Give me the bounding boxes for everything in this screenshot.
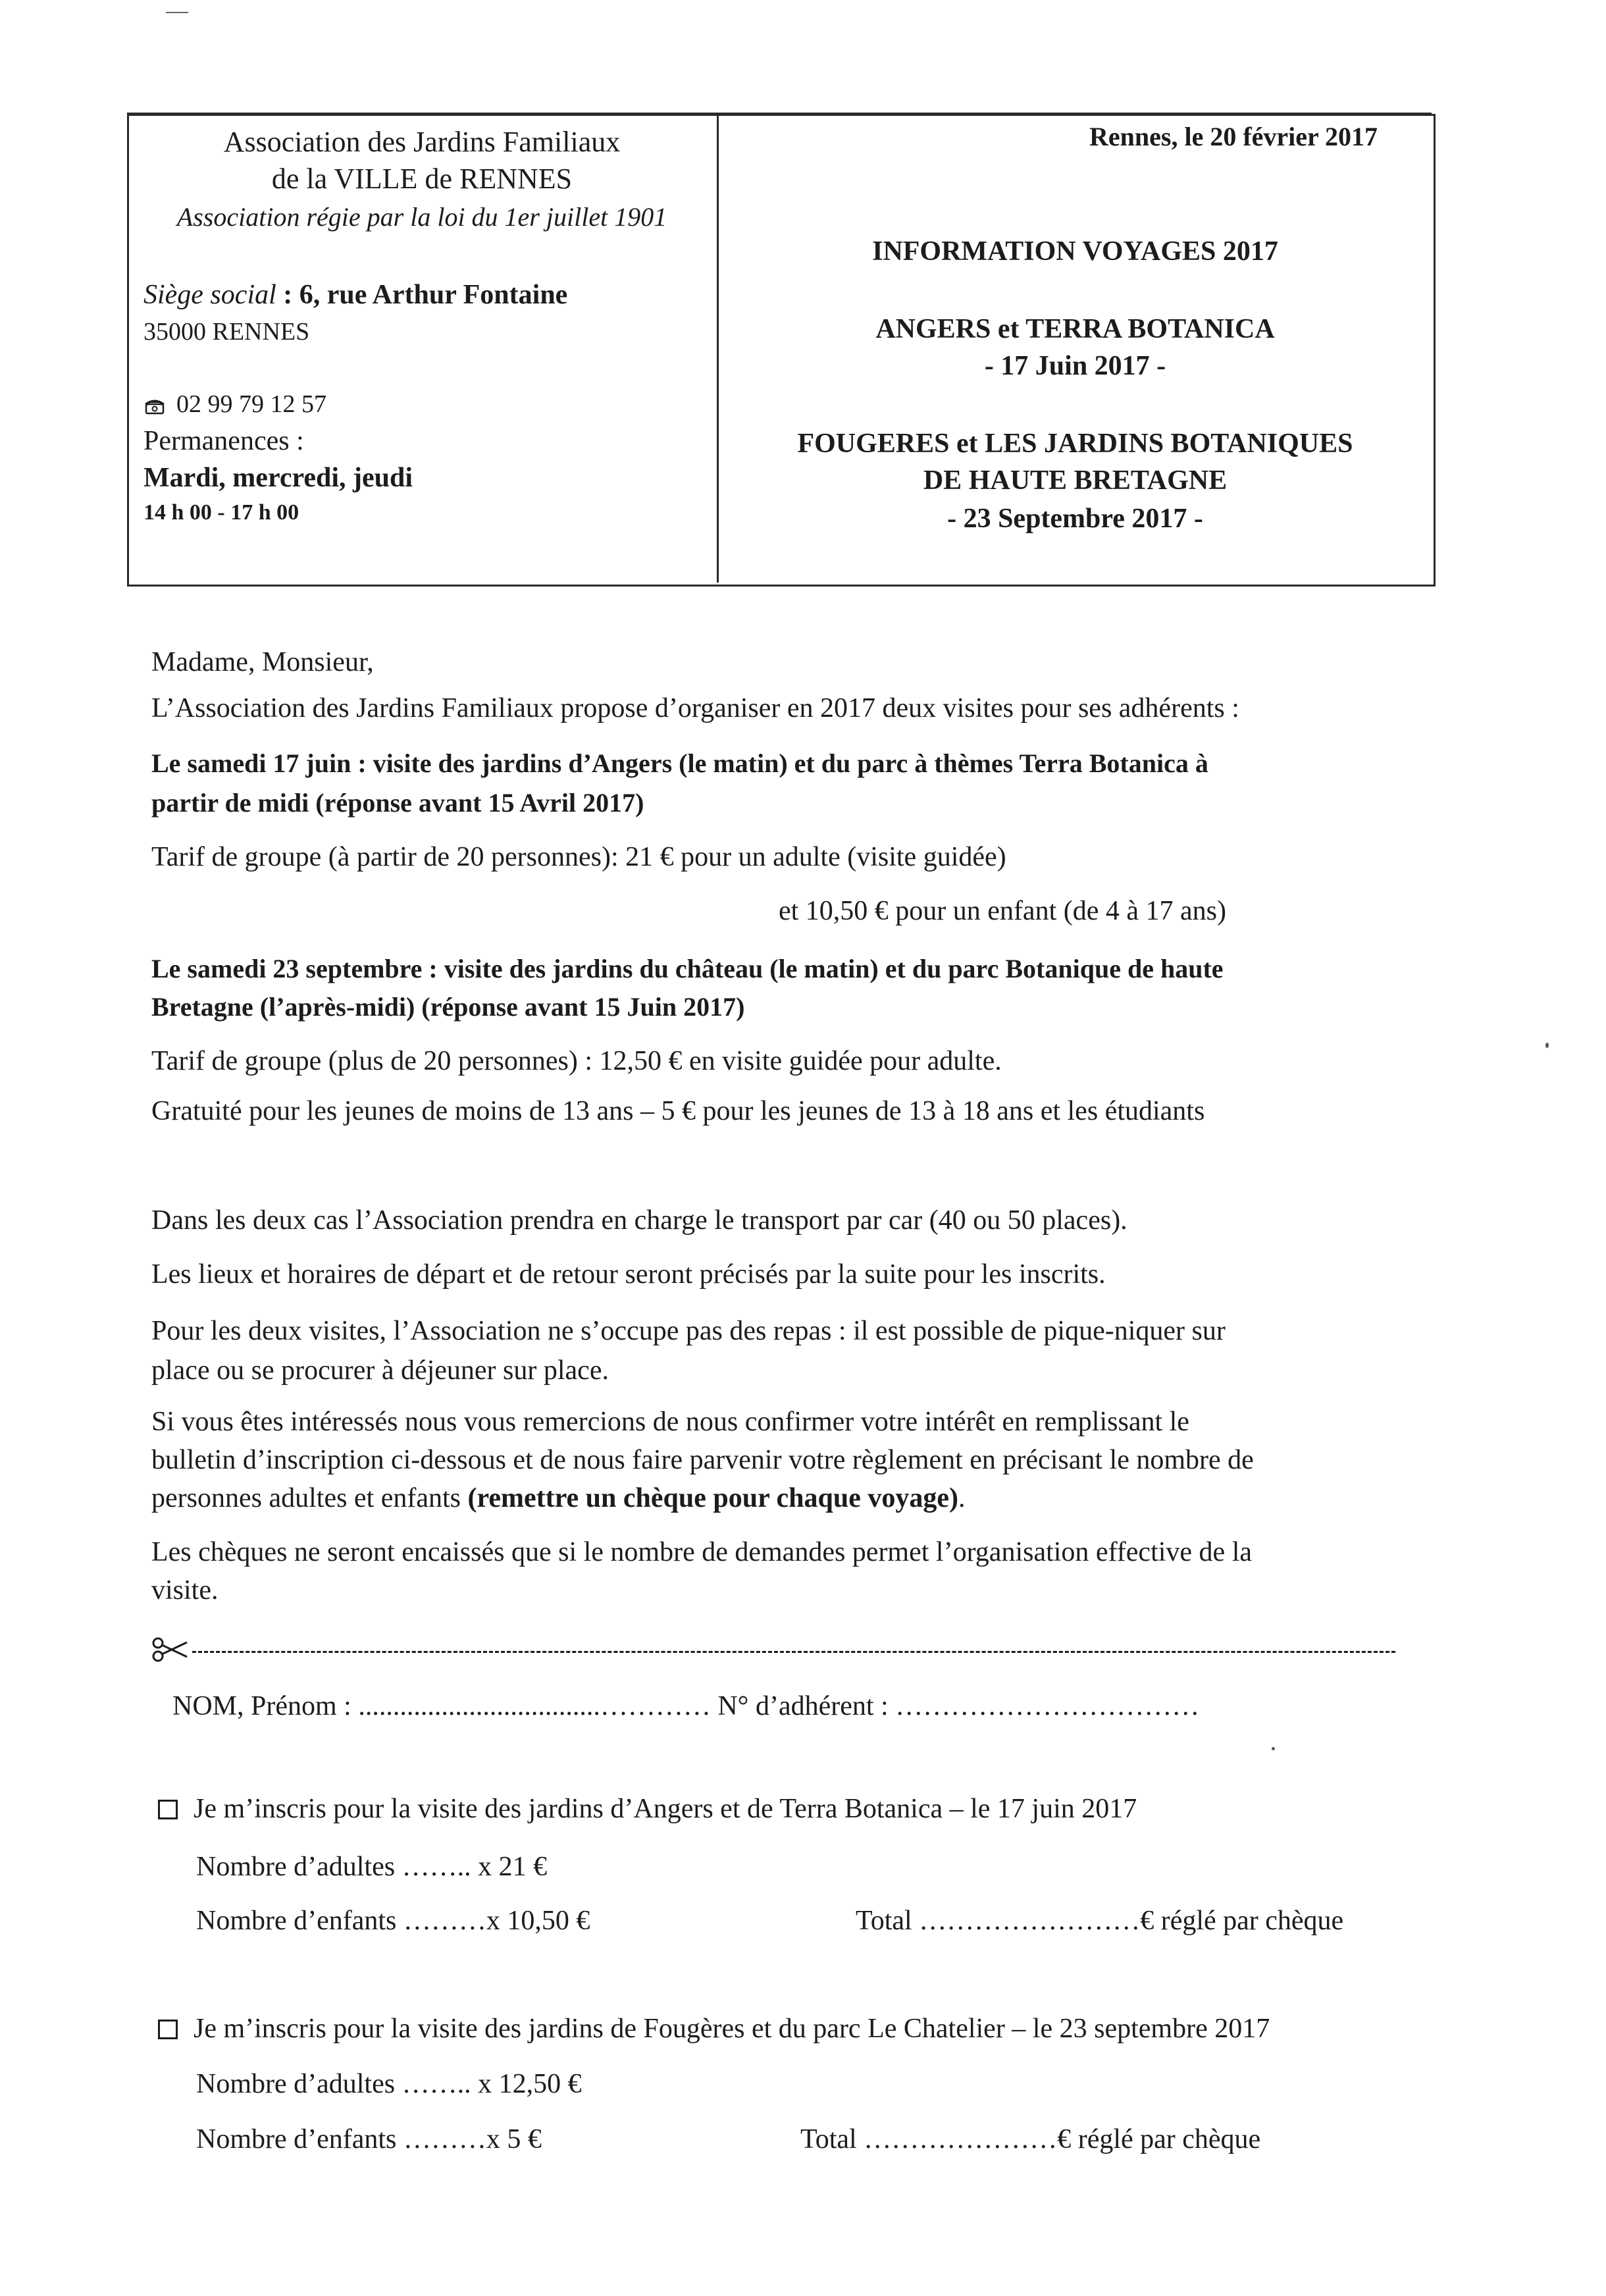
cheques-line1: Les chèques ne seront encaissés que si le nombre de demandes permet l’organisation effective de la — [151, 1537, 1253, 1567]
org-status — [127, 201, 717, 232]
trip2-checkbox[interactable] — [158, 2020, 178, 2039]
scissors-icon — [151, 1636, 188, 1663]
trip1-description-line2: partir de midi (réponse avant 15 Avril 2017) — [151, 788, 644, 818]
name-field-line: NOM, Prénom : ...................................………… N° d’adhérent : …………………………… — [172, 1691, 1200, 1721]
opening-hours: 14 h 00 - 17 h 00 — [143, 500, 299, 525]
scan-speck — [1272, 1747, 1275, 1750]
phone-line — [143, 390, 326, 419]
cheque-instruction: (remettre un chèque pour chaque voyage) — [467, 1483, 958, 1513]
trip2-register-label: Je m’inscris pour la visite des jardins de Fougères et du parc Le Chatelier – le 23 septembre 2017 — [194, 2014, 1270, 2044]
trip2-children-field: Nombre d’enfants ………x 5 € — [196, 2124, 542, 2154]
meals-line2: place ou se procurer à déjeuner sur place. — [151, 1355, 609, 1386]
seat-address: : 6, rue Arthur Fontaine — [276, 280, 568, 310]
interest-line1: Si vous êtes intéressés nous vous remercions de nous confirmer votre intérêt en remplissant le — [151, 1407, 1189, 1437]
transport-text: Dans les deux cas l’Association prendra en charge le transport par car (40 ou 50 places). — [151, 1205, 1127, 1236]
trip1-children-field: Nombre d’enfants ………x 10,50 € — [196, 1906, 590, 1936]
interest-line3 — [151, 1482, 965, 1514]
trip1-register-label: Je m’inscris pour la visite des jardins d’Angers et de Terra Botanica – le 17 juin 2017 — [194, 1794, 1137, 1824]
trip1-date: - 17 Juin 2017 - — [984, 351, 1166, 381]
trip2-price: Tarif de groupe (plus de 20 personnes) : 12,50 € en visite guidée pour adulte. — [151, 1046, 1002, 1076]
interest-line3-text: personnes adultes et enfants — [151, 1483, 468, 1513]
top-edge-mark — [166, 12, 188, 13]
telephone-icon — [143, 398, 166, 415]
trip2-title-line1: FOUGERES et LES JARDINS BOTANIQUES — [797, 429, 1353, 459]
place-date: Rennes, le 20 février 2017 — [1089, 122, 1378, 151]
org-name-line2: de la VILLE de RENNES — [271, 163, 573, 195]
trip2-adults-field: Nombre d’adultes …….. x 12,50 € — [196, 2069, 582, 2099]
trip1-checkbox[interactable] — [158, 1800, 178, 1819]
trip1-total-field: Total ……………………€ réglé par chèque — [856, 1906, 1344, 1936]
info-title: INFORMATION VOYAGES 2017 — [872, 236, 1278, 267]
org-name-line1: Association des Jardins Familiaux — [223, 126, 621, 158]
city-line: 35000 RENNES — [143, 318, 310, 346]
cut-line — [192, 1651, 1395, 1653]
intro-text: L’Association des Jardins Familiaux propose d’organiser en 2017 deux visites pour ses adhérents : — [151, 693, 1239, 723]
meals-line1: Pour les deux visites, l’Association ne s’occupe pas des repas : il est possible de pique-niquer sur — [151, 1316, 1226, 1346]
trip2-free-entry: Gratuité pour les jeunes de moins de 13 ans – 5 € pour les jeunes de 13 à 18 ans et les étudiants — [151, 1096, 1205, 1126]
seat-line — [143, 279, 567, 311]
trip2-date: - 23 Septembre 2017 - — [947, 504, 1203, 534]
salutation: Madame, Monsieur, — [151, 647, 374, 677]
interest-line3-end: . — [958, 1483, 966, 1513]
trip2-title-line2: DE HAUTE BRETAGNE — [923, 465, 1228, 496]
trip2-total-field: Total …………………€ réglé par chèque — [800, 2124, 1261, 2154]
departure-text: Les lieux et horaires de départ et de retour seront précisés par la suite pour les inscrits. — [151, 1259, 1106, 1290]
opening-days: Mardi, mercredi, jeudi — [143, 463, 413, 493]
trip2-description-line1: Le samedi 23 septembre : visite des jardins du château (le matin) et du parc Botanique de haute — [151, 954, 1224, 983]
trip1-price-adult: Tarif de groupe (à partir de 20 personnes): 21 € pour un adulte (visite guidée) — [151, 842, 1006, 872]
trip1-adults-field: Nombre d’adultes …….. x 21 € — [196, 1852, 548, 1882]
interest-line2: bulletin d’inscription ci-dessous et de nous faire parvenir votre règlement en précisant le nombre de — [151, 1445, 1254, 1475]
seat-label: Siège social — [143, 280, 276, 310]
phone-number: 02 99 79 12 57 — [176, 390, 326, 418]
hours-label: Permanences : — [143, 426, 304, 456]
org-status-text: Association régie par la loi du 1er juillet 1901 — [176, 202, 667, 232]
cheques-line2: visite. — [151, 1575, 219, 1605]
trip1-price-child: et 10,50 € pour un enfant (de 4 à 17 ans) — [779, 896, 1226, 926]
scan-speck — [1545, 1043, 1549, 1048]
trip1-description-line1: Le samedi 17 juin : visite des jardins d’Angers (le matin) et du parc à thèmes Terra Botanica à — [151, 748, 1208, 778]
trip2-description-line2: Bretagne (l’après-midi) (réponse avant 15 Juin 2017) — [151, 992, 745, 1022]
trip1-title: ANGERS et TERRA BOTANICA — [875, 314, 1275, 344]
